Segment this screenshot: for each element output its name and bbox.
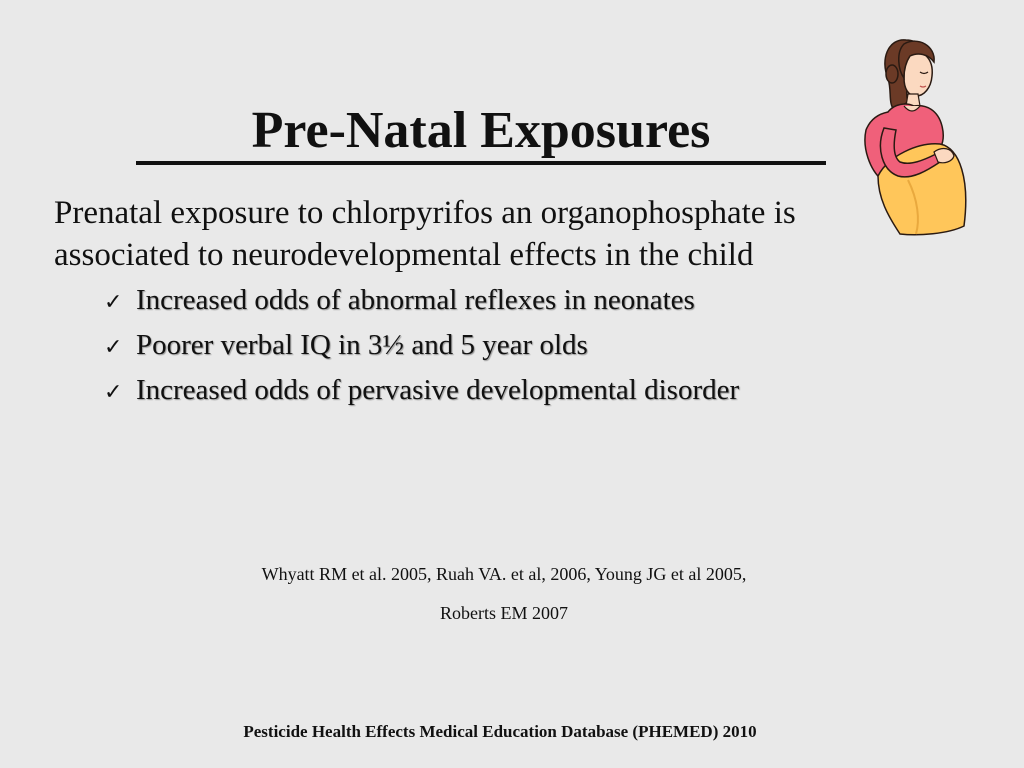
check-icon: ✓ xyxy=(104,380,123,405)
intro-line-2: associated to neurodevelopmental effects in the child xyxy=(54,237,754,273)
footer-text: Pesticide Health Effects Medical Education Database (PHEMED) 2010 xyxy=(243,722,757,741)
citation-line-1: Whyatt RM et al. 2005, Ruah VA. et al, 2006, Young JG et al 2005, xyxy=(261,564,747,584)
citation-line-2: Roberts EM 2007 xyxy=(440,603,568,623)
pregnant-woman-clipart xyxy=(848,30,973,240)
bullet-text: Poorer verbal IQ in 3½ and 5 year olds xyxy=(136,329,588,361)
bullet-item xyxy=(104,284,739,329)
check-icon: ✓ xyxy=(104,335,123,360)
bullet-item xyxy=(104,374,739,419)
check-icon: ✓ xyxy=(104,290,123,315)
bullet-text: Increased odds of abnormal reflexes in neonates xyxy=(136,284,695,316)
slide-title: Pre-Natal Exposures xyxy=(251,102,711,159)
bullet-item xyxy=(104,329,739,374)
intro-line-1: Prenatal exposure to chlorpyrifos an organophosphate is xyxy=(54,195,796,231)
bullet-list xyxy=(104,284,739,419)
bullet-text: Increased odds of pervasive developmental disorder xyxy=(136,374,740,406)
title-underline xyxy=(136,100,826,165)
